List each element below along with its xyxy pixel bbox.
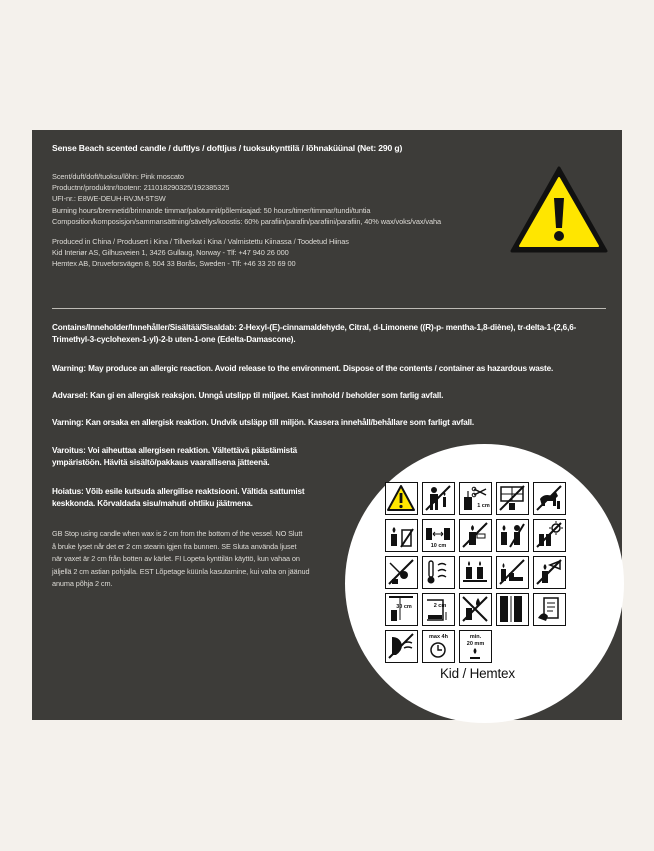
warning-ee (52, 486, 342, 511)
hazard-warning-icon (385, 482, 418, 515)
no-flammables-icon (385, 519, 418, 552)
max-4h-icon (422, 630, 455, 663)
icon-label: 2 cm (433, 603, 447, 609)
composition-line: Composition/komposisjon/sammansättning/sävellys/koostis: 60% parafiin/parafin/parafiini/parafiin, 40% wax/voks/vax/vaha (52, 216, 442, 226)
icon-label: 1 cm (477, 503, 490, 509)
product-title: Sense Beach scented candle / duftlys / doftljus / tuoksukynttilä / lõhnaküünal (Net: 290 g) (52, 143, 403, 153)
2cm-wax-rule-icon (422, 593, 455, 626)
stable-surface-icon (459, 556, 492, 589)
warning-fi-line-1: Varoitus: Voi aiheuttaa allergisen reaktion. Vältettävä päästämistä (52, 446, 298, 455)
icon-label: min. (469, 634, 482, 640)
icon-label: 20 mm (466, 641, 485, 647)
produced-in-line: Produced in China / Produsert i Kina / Tillverkat i Kina / Valmistettu Kiinassa / Toodetud Hiinas (52, 236, 349, 246)
do-not-inhale-icon (385, 630, 418, 663)
not-in-sleep-icon (496, 556, 529, 589)
divider (52, 308, 606, 309)
away-from-children-icon (496, 519, 529, 552)
hot-surface-icon (422, 556, 455, 589)
stop-line: jäljellä 2 cm astian pohjalla. EST Lõpetage küünla kasutamine, kui vaha on jäänud (52, 566, 310, 576)
warning-no: Advarsel: Kan gi en allergisk reaksjon. Unngå utslipp til miljøet. Kast innhold / beholder som farlig avfall. (52, 391, 444, 400)
no-blowing-into-wax-icon (385, 556, 418, 589)
child-supervision-icon (422, 482, 455, 515)
heat-sources-icon (533, 519, 566, 552)
warning-ee-line-1: Hoiatus: Võib esile kutsuda allergilise reaktsiooni. Vältida sattumist (52, 487, 305, 496)
burning-hours-line: Burning hours/brennetid/brinnande timmar/palotunnit/põlemisajad: 50 hours/timer/timmar/tundi/tuntia (52, 205, 371, 215)
label-panel (32, 130, 622, 720)
away-from-curtains-icon (496, 593, 529, 626)
stop-line: när vaxet är 2 cm från botten av kärlet. FI Lopeta kynttilän käyttö, kun vahaa on (52, 554, 300, 563)
stop-line: GB Stop using candle when wax is 2 cm from the bottom of the vessel. NO Slutt (52, 529, 303, 538)
ufi-line: UFI-nr.: E8WE-DEUH-RVJM-5TSW (52, 194, 166, 204)
no-wind-icon (533, 556, 566, 589)
read-instructions-icon (533, 593, 566, 626)
stop-line: anuma põhja 2 cm. (52, 579, 113, 588)
do-not-move-lit-icon (459, 519, 492, 552)
warning-en: Warning: May produce an allergic reaction. Avoid release to the environment. Dispose of the contents / container as hazardous waste. (52, 364, 554, 373)
warning-se: Varning: Kan orsaka en allergisk reaktion. Undvik utsläpp till miljön. Kassera innehåll/behållare som farligt avfall. (52, 418, 474, 427)
warning-triangle-icon (510, 166, 608, 254)
10cm-spacing-icon (422, 519, 455, 552)
stop-line: å bruke lyset når det er 2 cm stearin igjen fra bunnen. SE Sluta använda ljuset (52, 541, 297, 551)
1cm-wick-trim-icon (459, 482, 492, 515)
icon-label: max 4h (429, 634, 448, 640)
no-pets-icon (533, 482, 566, 515)
scent-line: Scent/duft/doft/tuoksu/lõhn: Pink moscato (52, 172, 184, 181)
contains-text: Contains/Inneholder/Innehåller/Sisältää/Sisaldab: 2-Hexyl-(E)-cinnamaldehyde, Citral, d-Limonene ((R)-p- mentha-1,8-diène), tr-delta-1-(2,6,6-Trimethyl-3-cyclohexen-1-yl)-2-b uten-1-one (Edelta-Damascone). (52, 323, 577, 345)
brand-label: Kid / Hemtex (440, 666, 515, 681)
icon-label: 10 cm (430, 543, 447, 549)
hemtex-address-line: Hemtex AB, Druveforsvägen 8, 504 33 Borås, Sweden - Tlf: +46 33 20 69 00 (52, 259, 296, 269)
keep-away-from-drafts-icon (496, 482, 529, 515)
product-number-line: Productnr/produktnr/tootenr: 211018290325/192385325 (52, 183, 230, 193)
30cm-distance-icon (385, 593, 418, 626)
no-extinguish-water-icon (459, 593, 492, 626)
kid-address-line: Kid Interiør AS, Gilhusveien 1, 3426 Gullaug, Norway - Tlf: +47 940 26 000 (52, 248, 289, 258)
stop-using-text (52, 528, 344, 591)
icon-label: 30 cm (396, 604, 412, 610)
product-info (52, 171, 441, 270)
min-20mm-icon (459, 630, 492, 663)
warning-fi-line-2: ympäristöön. Hävitä sisältö/pakkaus vaarallisena jätteenä. (52, 458, 270, 468)
warning-ee-line-2: keskkonda. Kõrvaldada sisu/mahuti ohtliku jäätmena. (52, 499, 253, 509)
warning-fi (52, 445, 342, 470)
